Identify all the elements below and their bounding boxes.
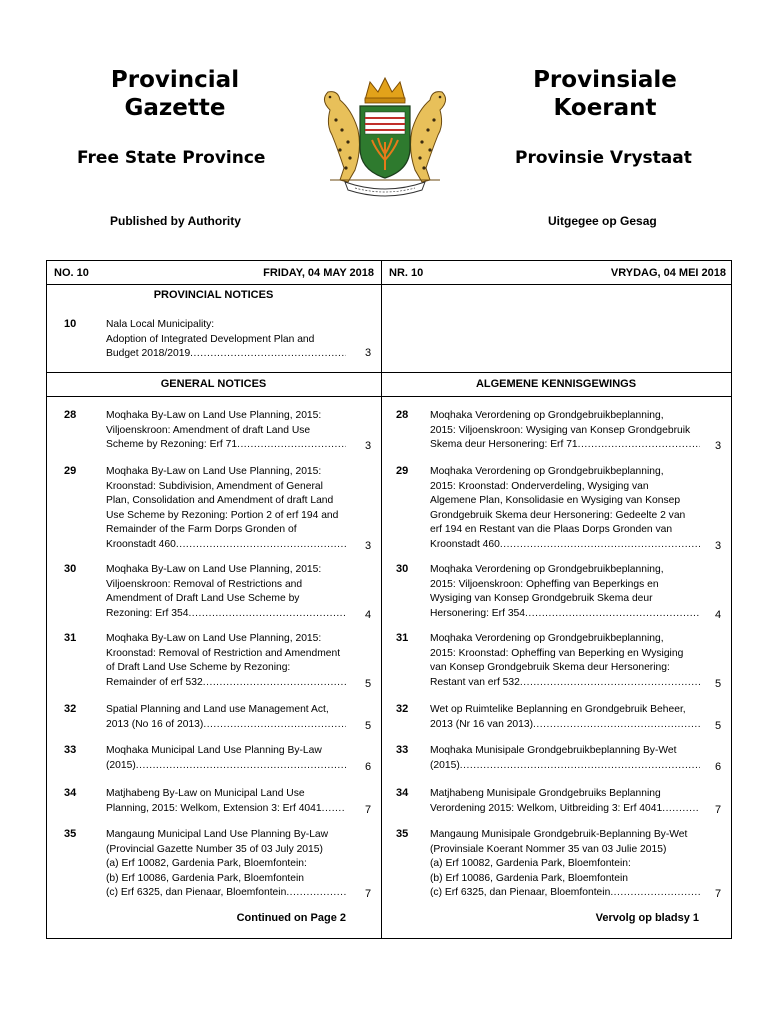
notice-31-text-en bbox=[106, 632, 346, 690]
notice-number-29-en: 29 bbox=[64, 465, 77, 477]
notice-35-en-line-5 bbox=[106, 886, 346, 901]
leader-dots bbox=[322, 802, 346, 817]
notice-29-text-af bbox=[430, 465, 700, 552]
notice-31-af-line-4-text: Restant van erf 532 bbox=[430, 676, 520, 688]
provincial-notices-heading: PROVINCIAL NOTICES bbox=[153, 289, 274, 301]
leader-dots bbox=[500, 538, 700, 553]
notice-30-en-line-4-text: Rezoning: Erf 354 bbox=[106, 607, 189, 619]
notice-32-en-line-1: Spatial Planning and Land use Management Act, bbox=[106, 704, 329, 715]
notice-30-page-af: 4 bbox=[715, 608, 722, 621]
notice-28-page-en: 3 bbox=[365, 440, 372, 452]
notice-number-34-af: 34 bbox=[396, 787, 409, 799]
masthead-title-af-line1: Provinsiale bbox=[533, 67, 677, 93]
notice-34-en-line-2-text: Planning, 2015: Welkom, Extension 3: Erf 4041 bbox=[106, 802, 322, 814]
issue-date-en: FRIDAY, 04 MAY 2018 bbox=[263, 267, 374, 279]
notice-28-af-line-2: 2015: Viljoenskroon: Wysiging van Konsep Grondgebruik bbox=[430, 424, 691, 436]
notice-35-af-line-4: (b) Erf 10086, Gardenia Park, Bloemfontein bbox=[430, 872, 629, 884]
notice-28-text-af bbox=[430, 409, 700, 453]
notice-30-af-line-3: Wysiging van Konsep Grondgebruik Skema deur bbox=[430, 593, 653, 604]
algemene-kennisgewings-heading: ALGEMENE KENNISGEWINGS bbox=[475, 378, 637, 390]
notice-29-en-line-3: Plan, Consolidation and Amendment of draft Land bbox=[106, 495, 334, 506]
masthead-subtitle-en: Free State Province bbox=[77, 148, 266, 168]
issue-number-af: NR. 10 bbox=[389, 267, 424, 279]
notice-32-en-line-2-text: 2013 (No 16 of 2013) bbox=[106, 718, 204, 730]
masthead-title-af bbox=[505, 66, 705, 122]
notice-34-en-line-1: Matjhabeng By-Law on Municipal Land Use bbox=[106, 788, 305, 799]
notice-31-en-line-3: of Draft Land Use Scheme by Rezoning: bbox=[106, 662, 291, 673]
notice-33-en-line-2-text: (2015) bbox=[106, 759, 136, 771]
notice-34-page-en: 7 bbox=[365, 803, 372, 816]
notice-29-af-line-1: Moqhaka Verordening op Grondgebruikbeplanning, bbox=[430, 466, 664, 477]
notice-29-en-line-5: Remainder of the Farm Dorps Gronden of bbox=[106, 524, 297, 535]
notice-number-31-en: 31 bbox=[64, 632, 77, 644]
header-bottom-border bbox=[46, 284, 732, 285]
notice-number-32-af: 32 bbox=[396, 703, 409, 715]
notice-30-af-line-4 bbox=[430, 607, 700, 622]
notice-29-page-en: 3 bbox=[365, 539, 372, 552]
notice-29-af-line-2: 2015: Kroonstad: Onderverdeling, Wysiging van bbox=[430, 480, 649, 492]
notice-32-page-en: 5 bbox=[365, 719, 372, 732]
notice-35-text-af bbox=[430, 828, 700, 901]
notice-35-en-line-1: Mangaung Municipal Land Use Planning By-Law bbox=[106, 829, 329, 840]
published-by-authority-af: Uitgegee op Gesag bbox=[548, 214, 657, 228]
notice-30-en-line-3: Amendment of Draft Land Use Scheme by bbox=[106, 593, 300, 604]
notice-33-text-en bbox=[106, 744, 346, 773]
notice-33-af-line-2-text: (2015) bbox=[430, 759, 460, 771]
notice-29-page-af: 3 bbox=[715, 539, 722, 552]
leader-dots bbox=[136, 759, 346, 774]
notice-30-page-en: 4 bbox=[365, 608, 372, 621]
notice-number-32-en: 32 bbox=[64, 703, 77, 715]
provincial-section-border bbox=[46, 372, 732, 373]
notice-number-28-en: 28 bbox=[64, 409, 77, 421]
notice-number-33-af: 33 bbox=[396, 744, 409, 756]
notice-29-af-line-3: Algemene Plan, Konsolidasie en Wysiging van Konsep bbox=[430, 495, 681, 506]
notice-29-af-line-5: erf 194 en Restant van die Plaas Dorps Gronden van bbox=[430, 524, 673, 535]
notice-35-text-en bbox=[106, 828, 346, 901]
leader-dots bbox=[578, 438, 700, 453]
notice-31-af-line-4 bbox=[430, 676, 700, 691]
leader-dots bbox=[203, 718, 346, 733]
table-top-border bbox=[46, 260, 732, 261]
notice-32-af-line-2-text: 2013 (Nr 16 van 2013) bbox=[430, 718, 534, 730]
notice-33-af-line-1: Moqhaka Munisipale Grondgebruikbeplanning By-Wet bbox=[430, 745, 677, 756]
leader-dots bbox=[176, 538, 346, 553]
notice-10-line-3 bbox=[106, 347, 346, 362]
notice-34-en-line-2 bbox=[106, 802, 346, 817]
notice-33-page-en: 6 bbox=[365, 760, 372, 773]
notice-35-en-line-3: (a) Erf 10082, Gardenia Park, Bloemfontein: bbox=[106, 858, 307, 869]
leader-dots bbox=[520, 676, 700, 691]
notice-31-af-line-3: van Konsep Grondgebruik Skema deur Hersonering: bbox=[430, 662, 670, 673]
notice-number-34-en: 34 bbox=[64, 787, 77, 799]
continued-on-page-af: Vervolg op bladsy 1 bbox=[595, 912, 699, 924]
notice-33-en-line-2 bbox=[106, 759, 346, 774]
general-heading-border bbox=[46, 396, 732, 397]
notice-34-text-af bbox=[430, 787, 700, 816]
notice-number-30-en: 30 bbox=[64, 563, 77, 575]
notice-35-af-line-1: Mangaung Munisipale Grondgebruik-Beplanning By-Wet bbox=[430, 829, 688, 840]
notice-28-en-line-1: Moqhaka By-Law on Land Use Planning, 2015: bbox=[106, 410, 322, 421]
notice-35-page-en: 7 bbox=[365, 888, 372, 900]
notice-28-page-af: 3 bbox=[715, 440, 722, 452]
notice-28-af-line-3-text: Skema deur Hersonering: Erf 71 bbox=[430, 439, 578, 450]
table-center-divider bbox=[381, 260, 382, 939]
leader-dots bbox=[525, 607, 700, 622]
notice-31-page-en: 5 bbox=[365, 677, 372, 690]
notice-10-page: 3 bbox=[365, 347, 372, 359]
issue-date-af: VRYDAG, 04 MEI 2018 bbox=[610, 267, 726, 279]
notice-number-31-af: 31 bbox=[396, 632, 409, 644]
notice-35-af-line-3: (a) Erf 10082, Gardenia Park, Bloemfontein: bbox=[430, 858, 631, 869]
notice-28-en-line-2: Viljoenskroon: Amendment of draft Land Use bbox=[106, 424, 311, 436]
leader-dots bbox=[460, 759, 700, 774]
notice-34-page-af: 7 bbox=[715, 803, 722, 816]
notice-31-en-line-4-text: Remainder of erf 532 bbox=[106, 676, 203, 688]
notice-30-af-line-2: 2015: Viljoenskroon: Opheffing van Beperkings en bbox=[430, 578, 659, 590]
notice-29-af-line-4: Grondgebruik Skema deur Hersonering: Gedeelte 2 van bbox=[430, 509, 686, 521]
notice-29-en-line-1: Moqhaka By-Law on Land Use Planning, 2015: bbox=[106, 466, 322, 477]
notice-32-af-line-1: Wet op Ruimtelike Beplanning en Grondgebruik Beheer, bbox=[430, 704, 686, 715]
notice-29-en-line-6-text: Kroonstadt 460 bbox=[106, 538, 176, 550]
notice-29-text-en bbox=[106, 465, 346, 552]
notice-31-en-line-2: Kroonstad: Removal of Restriction and Amendment bbox=[106, 647, 341, 659]
masthead-title-en bbox=[90, 66, 260, 122]
notice-29-en-line-4: Use Scheme by Rezoning: Portion 2 of erf 194 and bbox=[106, 509, 339, 521]
notice-35-en-line-5-text: (c) Erf 6325, dan Pienaar, Bloemfontein bbox=[106, 887, 287, 898]
table-left-border bbox=[46, 260, 47, 939]
notice-31-af-line-1: Moqhaka Verordening op Grondgebruikbeplanning, bbox=[430, 633, 664, 644]
notice-35-af-line-2: (Provinsiale Koerant Nommer 35 van 03 Julie 2015) bbox=[430, 843, 667, 855]
coat-of-arms-icon bbox=[310, 70, 460, 200]
notice-28-text-en bbox=[106, 409, 346, 453]
notice-28-en-line-3 bbox=[106, 438, 346, 453]
notice-34-af-line-1: Matjhabeng Munisipale Grondgebruiks Beplanning bbox=[430, 788, 661, 799]
notice-29-af-line-6-text: Kroonstadt 460 bbox=[430, 538, 500, 550]
notice-32-af-line-2 bbox=[430, 718, 700, 733]
masthead-title-en-line1: Provincial bbox=[110, 67, 240, 93]
notice-30-text-en bbox=[106, 563, 346, 621]
notice-33-af-line-2 bbox=[430, 759, 700, 774]
masthead-title-af-line2: Koerant bbox=[553, 95, 657, 121]
notice-34-af-line-2 bbox=[430, 802, 700, 817]
notice-number-28-af: 28 bbox=[396, 409, 409, 421]
notice-28-af-line-1: Moqhaka Verordening op Grondgebruikbeplanning, bbox=[430, 410, 664, 421]
leader-dots bbox=[286, 886, 346, 901]
notice-number-35-en: 35 bbox=[64, 828, 77, 840]
notice-32-en-line-2 bbox=[106, 718, 346, 733]
table-right-border bbox=[731, 260, 732, 939]
notice-10-text bbox=[106, 318, 346, 362]
notice-10-line-1: Nala Local Municipality: bbox=[106, 319, 215, 330]
notice-10-line-2: Adoption of Integrated Development Plan and bbox=[106, 333, 315, 345]
notice-31-en-line-4 bbox=[106, 676, 346, 691]
notice-32-text-af bbox=[430, 703, 700, 732]
leader-dots bbox=[190, 347, 346, 362]
table-bottom-border bbox=[46, 938, 732, 939]
notice-33-page-af: 6 bbox=[715, 760, 722, 773]
masthead-title-en-line2: Gazette bbox=[124, 95, 226, 121]
published-by-authority-en: Published by Authority bbox=[110, 214, 241, 228]
leader-dots bbox=[533, 718, 700, 733]
general-notices-heading: GENERAL NOTICES bbox=[160, 378, 267, 390]
leader-dots bbox=[610, 886, 700, 901]
notice-29-en-line-2: Kroonstad: Subdivision, Amendment of General bbox=[106, 480, 323, 492]
notice-34-text-en bbox=[106, 787, 346, 816]
notice-30-text-af bbox=[430, 563, 700, 621]
notice-34-af-line-2-text: Verordening 2015: Welkom, Uitbreiding 3: Erf 4041 bbox=[430, 802, 663, 814]
notice-35-af-line-5-text: (c) Erf 6325, dan Pienaar, Bloemfontein bbox=[430, 887, 611, 898]
leader-dots bbox=[188, 607, 346, 622]
notice-28-af-line-3 bbox=[430, 438, 700, 453]
leader-dots bbox=[237, 438, 346, 453]
notice-35-en-line-2: (Provincial Gazette Number 35 of 03 July 2015) bbox=[106, 843, 323, 855]
notice-35-page-af: 7 bbox=[715, 888, 722, 900]
notice-31-af-line-2: 2015: Kroonstad: Opheffing van Beperking en Wysiging bbox=[430, 647, 684, 659]
notice-32-text-en bbox=[106, 703, 346, 732]
notice-30-af-line-4-text: Hersonering: Erf 354 bbox=[430, 607, 526, 619]
continued-on-page-en: Continued on Page 2 bbox=[236, 912, 346, 924]
issue-number-en: NO. 10 bbox=[54, 267, 89, 279]
leader-dots bbox=[203, 676, 346, 691]
notice-number-10: 10 bbox=[64, 318, 77, 330]
notice-30-en-line-4 bbox=[106, 607, 346, 622]
notice-30-en-line-2: Viljoenskroon: Removal of Restrictions and bbox=[106, 578, 303, 590]
notice-31-en-line-1: Moqhaka By-Law on Land Use Planning, 2015: bbox=[106, 633, 322, 644]
notice-28-en-line-3-text: Scheme by Rezoning: Erf 71 bbox=[106, 439, 238, 450]
leader-dots bbox=[662, 802, 700, 817]
notice-33-text-af bbox=[430, 744, 700, 773]
notice-29-af-line-6 bbox=[430, 538, 700, 553]
notice-number-33-en: 33 bbox=[64, 744, 77, 756]
notice-30-en-line-1: Moqhaka By-Law on Land Use Planning, 2015: bbox=[106, 564, 322, 575]
notice-32-page-af: 5 bbox=[715, 719, 722, 732]
notice-10-line-3-text: Budget 2018/2019 bbox=[106, 348, 191, 359]
masthead-subtitle-af: Provinsie Vrystaat bbox=[515, 148, 692, 168]
notice-35-en-line-4: (b) Erf 10086, Gardenia Park, Bloemfontein bbox=[106, 872, 305, 884]
notice-29-en-line-6 bbox=[106, 538, 346, 553]
notice-35-af-line-5 bbox=[430, 886, 700, 901]
notice-30-af-line-1: Moqhaka Verordening op Grondgebruikbeplanning, bbox=[430, 564, 664, 575]
notice-33-en-line-1: Moqhaka Municipal Land Use Planning By-Law bbox=[106, 745, 322, 756]
notice-31-text-af bbox=[430, 632, 700, 690]
notice-number-35-af: 35 bbox=[396, 828, 409, 840]
notice-number-30-af: 30 bbox=[396, 563, 409, 575]
notice-number-29-af: 29 bbox=[396, 465, 409, 477]
notice-31-page-af: 5 bbox=[715, 677, 722, 690]
